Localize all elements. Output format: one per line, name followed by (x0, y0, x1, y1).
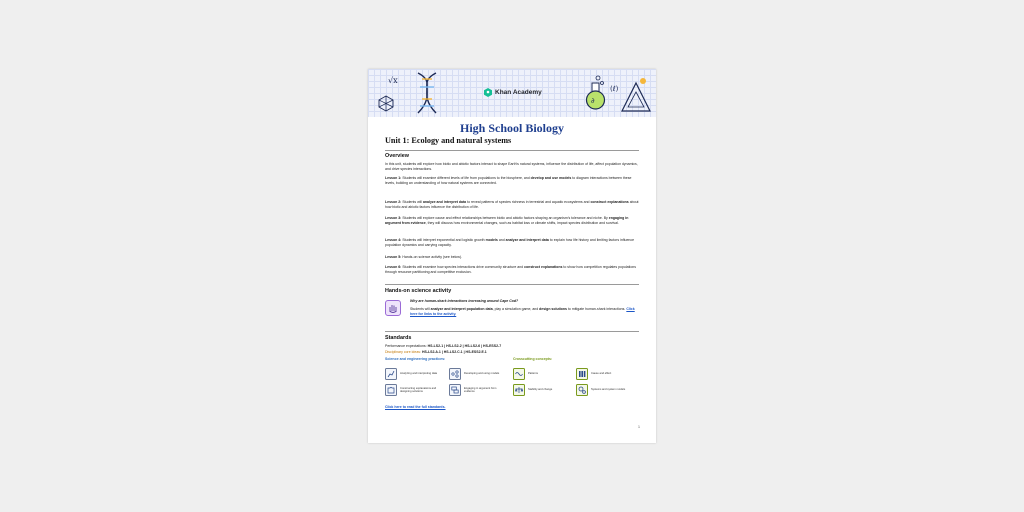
header-banner (368, 69, 656, 117)
lesson-6: Lesson 6: Students will examine how species interactions drive community structure and construct explanations to show how competition regulates populations through resource partitioning and competitive exclusion. (385, 265, 636, 274)
divider (385, 150, 639, 151)
standards-heading: Standards (385, 335, 412, 341)
activity-heading: Hands-on science activity (385, 288, 452, 294)
speech-bubbles-icon (449, 384, 461, 396)
sep-item: Engaging in argument from evidence (449, 384, 507, 396)
lesson-3: Lesson 3: Students will explore cause and effect relationships between biotic and abiotic factors shaping an organism's tolerance and niche. By engaging in argument from evidence, they will discuss how environmental changes, such as habitat loss or climate shifts, impact species distribution and survival. (385, 216, 629, 225)
lesson-2: Lesson 2: Students will analyze and interpret data to reveal patterns of species richness in terrestrial and aquatic ecosystems and construct explanations about how biotic and abiotic factors influence the distribution of life. (385, 200, 639, 209)
flask-icon (584, 75, 608, 111)
performance-expectations: Performance expectations: HS-LS2-1 | HS-LS2-2 | HS-LS2-6 | HS-ESS2-7 (385, 344, 502, 348)
svg-text:∂: ∂ (591, 97, 595, 105)
sep-item: Analyzing and interpreting data (385, 368, 443, 380)
wave-pattern-icon (513, 368, 525, 380)
cc-item: Systems and system models (576, 384, 631, 396)
page-number: 1 (638, 425, 640, 429)
gears-icon (576, 384, 588, 396)
activity-description: Students will analyze and interpret population data, play a simulation game, and design solutions to mitigate human-shark interactions. Click here for links to the activity. (410, 307, 635, 316)
hands-on-icon (385, 300, 401, 316)
triangle-ruler-icon (608, 77, 652, 115)
sep-item: Constructing explanations and designing solutions (385, 384, 447, 396)
page-title: High School Biology (459, 121, 565, 135)
line-chart-icon (385, 368, 397, 380)
hexagon-cube-icon (378, 95, 394, 112)
activity-link[interactable]: Click here for links to the activity. (410, 307, 635, 316)
cc-heading: Crosscutting concepts: (513, 357, 553, 361)
svg-text:(ℓ): (ℓ) (610, 85, 619, 93)
core-ideas: Disciplinary core ideas: HS-LS2.A.1 | HS-LS2.C.1 | HS-ESS2.E.1 (385, 350, 487, 354)
khan-academy-hexagon-icon (484, 88, 492, 97)
overview-heading: Overview (385, 153, 409, 159)
dominoes-icon (576, 368, 588, 380)
divider (385, 284, 639, 285)
document-page (368, 69, 656, 443)
brand-name: Khan Academy (495, 89, 542, 96)
divider (385, 331, 639, 332)
lesson-1: Lesson 1: Students will examine different levels of life from populations to the biosphere, and develop and use models to diagram interactions between these levels, building an understanding of how natural systems are connected. (385, 176, 632, 185)
unit-title: Unit 1: Ecology and natural systems (385, 136, 512, 145)
balance-scale-icon (513, 384, 525, 396)
puzzle-icon (385, 384, 397, 396)
lesson-4: Lesson 4: Students will interpret exponential and logistic growth models and analyze and interpret data to explain how life history and limiting factors influence population dynamics and carrying capacity. (385, 238, 635, 247)
cc-item: Stability and change (513, 384, 571, 396)
svg-text:√x: √x (388, 76, 398, 85)
khan-academy-logo[interactable] (484, 88, 542, 97)
dna-helix-icon (412, 71, 442, 115)
model-nodes-icon (449, 368, 461, 380)
activity-question: Why are human-shark interactions increasing around Cape Cod? (410, 299, 519, 303)
sep-item: Developing and using models (449, 368, 507, 380)
math-symbols-icon (388, 73, 408, 87)
cc-item: Patterns (513, 368, 568, 380)
cc-item: Cause and effect (576, 368, 631, 380)
standards-link[interactable]: Click here to read the full standards. (385, 405, 446, 409)
overview-intro: In this unit, students will explore how biotic and abiotic factors interact to shape Earth's natural systems, influence the distribution of life, affect population dynamics, and drive species interactions. (385, 162, 638, 171)
lesson-5: Lesson 5: Hands-on science activity (see below). (385, 255, 463, 259)
sep-heading: Science and engineering practices: (385, 357, 446, 361)
